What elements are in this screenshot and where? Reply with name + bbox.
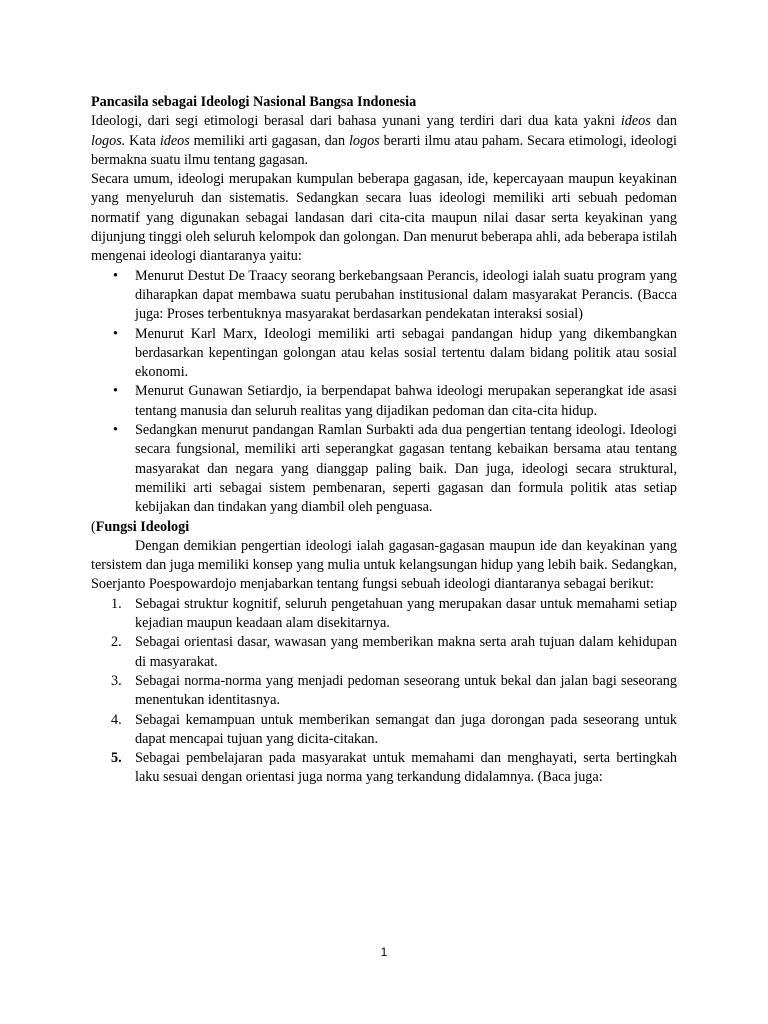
list-item-text: Sebagai norma-norma yang menjadi pedoman seseorang untuk bekal dan jalan bagi seseorang menentukan identitasnya. bbox=[135, 672, 677, 709]
list-item bbox=[91, 749, 677, 788]
intro-paragraph-2: Secara umum, ideologi merupakan kumpulan beberapa gagasan, ide, kepercayaan maupun keyakinan yang menyeluruh dan sistematis. Sedangkan secara luas ideologi memiliki arti sebuah pedoman normatif yang digunakan sebagai landasan dari cita-cita maupun nilai dasar serta keyakinan yang dijunjung tinggi oleh seluruh kelompok dan golongan. Dan menurut beberapa ahli, ada beberapa istilah mengenai ideologi diantaranya yaitu: bbox=[91, 171, 677, 265]
document-title: Pancasila sebagai Ideologi Nasional Bangsa Indonesia bbox=[91, 94, 417, 110]
list-item-text: Sebagai orientasi dasar, wawasan yang memberikan makna serta arah tujuan dalam kehidupan di masyarakat. bbox=[135, 634, 677, 670]
term-ideos: ideos bbox=[159, 132, 190, 149]
intro-text: Ideologi, dari segi etimologi berasal dari bahasa yunani yang terdiri dari dua kata yakni bbox=[91, 113, 621, 130]
list-number: 5. bbox=[111, 750, 122, 767]
list-item-text: Sedangkan menurut pandangan Ramlan Surbakti ada dua pengertian tentang ideologi. Ideologi secara fungsional, memiliki arti seperangkat gagasan tentang kebaikan bersama atau tentang masyarakat dan negara yang dianggap paling baik. Dan juga, ideologi secara struktural, memiliki arti sebagai sistem pembenaran, seperti gagasan dan formula politik atas setiap kebijakan dan tindakan yang diambil oleh penguasa. bbox=[135, 422, 677, 516]
section-heading-fungsi bbox=[91, 518, 677, 537]
list-number: 4. bbox=[111, 711, 122, 728]
definition-bullet-list bbox=[91, 267, 677, 518]
intro-paragraph-1 bbox=[91, 112, 677, 170]
heading-paren: ( bbox=[91, 518, 96, 535]
bullet-icon: • bbox=[113, 325, 118, 342]
bullet-icon: • bbox=[113, 422, 118, 439]
term-logos: logos. bbox=[91, 132, 126, 149]
list-item bbox=[91, 672, 677, 711]
list-item bbox=[91, 382, 677, 421]
term-logos: logos bbox=[348, 132, 380, 149]
list-item bbox=[91, 711, 677, 750]
list-item-text: Menurut Karl Marx, Ideologi memiliki arti sebagai pandangan hidup yang dikembangkan berdasarkan kepentingan golongan atau kelas sosial tertentu dalam bidang politik atau sosial ekonomi. bbox=[135, 325, 677, 381]
list-item bbox=[91, 633, 677, 672]
intro-text: memiliki arti gagasan, dan bbox=[189, 132, 349, 149]
list-item-text: Sebagai struktur kognitif, seluruh pengetahuan yang merupakan dasar untuk memahami setiap kejadian maupun keadaan alam disekitarnya. bbox=[135, 595, 677, 632]
list-item bbox=[91, 325, 677, 383]
term-ideos: ideos bbox=[620, 113, 651, 130]
list-item-text: Sebagai pembelajaran pada masyarakat untuk memahami dan menghayati, serta bertingkah laku sesuai dengan orientasi juga norma yang terkandung didalamnya. (Baca juga: bbox=[135, 750, 677, 786]
bullet-icon: • bbox=[113, 267, 118, 284]
list-item bbox=[91, 421, 677, 517]
list-item-text: Sebagai kemampuan untuk memberikan semangat dan juga dorongan pada seseorang untuk dapat mencapai tujuan yang dicita-citakan. bbox=[135, 711, 677, 747]
fungsi-paragraph: Dengan demikian pengertian ideologi ialah gagasan-gagasan maupun ide dan keyakinan yang tersistem dan juga memiliki konsep yang mulia untuk kelangsungan hidup yang lebih baik. Sedangkan, Soerjanto Poespowardojo menjabarkan tentang fungsi sebuah ideologi diantaranya sebagai berikut: bbox=[91, 537, 677, 593]
bullet-icon: • bbox=[113, 383, 118, 400]
intro-text: berarti ilmu atau paham. Secara etimologi, ideologi bermakna suatu ilmu tentang gagasan. bbox=[91, 132, 677, 168]
list-item-text: Menurut Destut De Traacy seorang berkebangsaan Perancis, ideologi ialah suatu program yang diharapkan dapat membawa suatu perubahan institusional dalam masyarakat Perancis. (Bacca juga: Proses terbentuknya masyarakat berdasarkan pendekatan interaksi sosial) bbox=[135, 267, 677, 323]
document-page bbox=[91, 93, 677, 788]
list-item bbox=[91, 595, 677, 634]
heading-text: Fungsi Ideologi bbox=[95, 518, 190, 535]
fungsi-numbered-list bbox=[91, 595, 677, 788]
page-number: 1 bbox=[380, 945, 388, 959]
list-item bbox=[91, 267, 677, 325]
list-number: 3. bbox=[111, 672, 122, 689]
list-number: 1. bbox=[111, 595, 122, 612]
intro-text: Kata bbox=[125, 132, 160, 149]
intro-text: dan bbox=[650, 113, 677, 130]
list-number: 2. bbox=[111, 634, 122, 651]
list-item-text: Menurut Gunawan Setiardjo, ia berpendapat bahwa ideologi merupakan seperangkat ide asasi tentang manusia dan seluruh realitas yang dijadikan pedoman dan cita-cita hidup. bbox=[135, 383, 677, 419]
